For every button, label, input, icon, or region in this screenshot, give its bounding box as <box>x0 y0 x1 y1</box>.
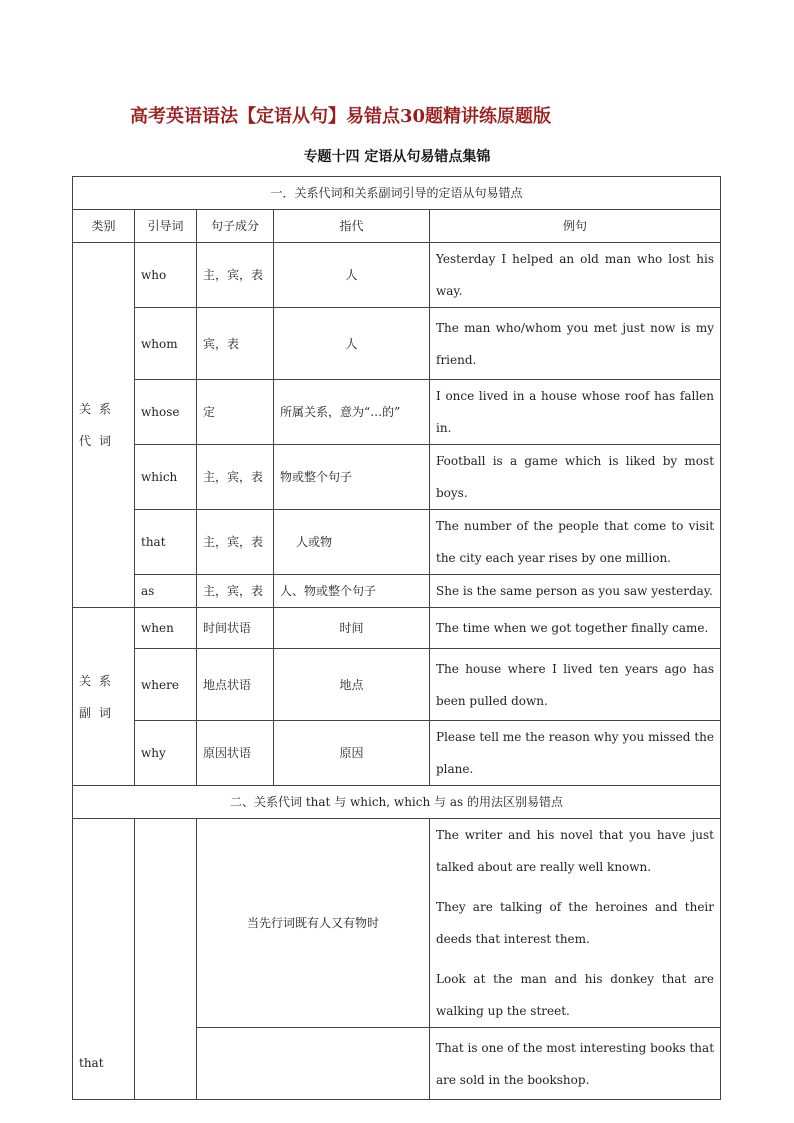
table-row <box>73 649 721 721</box>
cell-refers: 人或物 <box>274 510 430 575</box>
header-refers: 指代 <box>274 210 430 243</box>
cell-refers: 物或整个句子 <box>274 445 430 510</box>
table-row <box>73 575 721 608</box>
document-subtitle: 专题十四 定语从句易错点集锦 <box>303 149 491 165</box>
table-row <box>73 721 721 786</box>
section2-empty-cell <box>135 819 197 1100</box>
cell-role: 时间状语 <box>197 608 274 649</box>
section2-condition: 当先行词既有人又有物时 <box>197 819 430 1028</box>
header-category: 类别 <box>73 210 135 243</box>
cell-example: I once lived in a house whose roof has fallen in. <box>430 380 721 445</box>
cell-example: The man who/whom you met just now is my friend. <box>430 308 721 380</box>
example-sentence: Look at the man and his donkey that are walking up the street. <box>436 972 715 1018</box>
cell-role: 地点状语 <box>197 649 274 721</box>
cell-word: where <box>135 649 197 721</box>
section2-title: 二、关系代词 that 与 which, which 与 as 的用法区别易错点 <box>73 786 721 819</box>
cell-role: 定 <box>197 380 274 445</box>
section2-examples <box>430 1028 721 1100</box>
cell-word: which <box>135 445 197 510</box>
cell-refers: 人 <box>274 243 430 308</box>
cell-example: Football is a game which is liked by most boys. <box>430 445 721 510</box>
header-row <box>73 210 721 243</box>
section-row <box>73 177 721 210</box>
table-row <box>73 608 721 649</box>
grammar-table <box>72 176 721 1100</box>
cell-word: who <box>135 243 197 308</box>
table-row <box>73 380 721 445</box>
section2-left-label: that <box>73 819 135 1100</box>
cell-refers: 人 <box>274 308 430 380</box>
section2-condition <box>197 1028 430 1100</box>
cell-refers: 时间 <box>274 608 430 649</box>
cell-role: 主，宾，表 <box>197 243 274 308</box>
section1-title: 一．关系代词和关系副词引导的定语从句易错点 <box>73 177 721 210</box>
cell-example: She is the same person as you saw yesterday. <box>430 575 721 608</box>
cell-word: whom <box>135 308 197 380</box>
table-row <box>73 445 721 510</box>
cell-role: 主，宾，表 <box>197 445 274 510</box>
cell-word: whose <box>135 380 197 445</box>
cell-role: 主，宾，表 <box>197 510 274 575</box>
header-word: 引导词 <box>135 210 197 243</box>
category-adverb: 关系副词 <box>73 608 135 786</box>
table-row <box>73 819 721 1028</box>
cell-role: 主，宾，表 <box>197 575 274 608</box>
table-row <box>73 510 721 575</box>
example-sentence: The writer and his novel that you have just talked about are really well known. <box>436 828 715 874</box>
cell-refers: 所属关系，意为“…的” <box>274 380 430 445</box>
cell-word: why <box>135 721 197 786</box>
header-example: 例句 <box>430 210 721 243</box>
header-role: 句子成分 <box>197 210 274 243</box>
cell-word: that <box>135 510 197 575</box>
section-row <box>73 786 721 819</box>
cell-refers: 地点 <box>274 649 430 721</box>
cell-role: 原因状语 <box>197 721 274 786</box>
example-sentence: That is one of the most interesting books that are sold in the bookshop. <box>436 1040 715 1087</box>
cell-refers: 人、物或整个句子 <box>274 575 430 608</box>
category-pronoun: 关系代词 <box>73 243 135 608</box>
section2-examples <box>430 819 721 1028</box>
cell-example: Yesterday I helped an old man who lost his way. <box>430 243 721 308</box>
cell-word: when <box>135 608 197 649</box>
cell-example: The number of the people that come to visit the city each year rises by one million. <box>430 510 721 575</box>
example-sentence: They are talking of the heroines and their deeds that interest them. <box>436 900 715 946</box>
table-row <box>73 243 721 308</box>
cell-example: The house where I lived ten years ago has been pulled down. <box>430 649 721 721</box>
cell-word: as <box>135 575 197 608</box>
cell-role: 宾，表 <box>197 308 274 380</box>
table-row <box>73 308 721 380</box>
document-title: 高考英语语法【定语从句】易错点30题精讲练原题版 <box>130 106 552 127</box>
cell-refers: 原因 <box>274 721 430 786</box>
cell-example: Please tell me the reason why you missed the plane. <box>430 721 721 786</box>
cell-example: The time when we got together finally came. <box>430 608 721 649</box>
